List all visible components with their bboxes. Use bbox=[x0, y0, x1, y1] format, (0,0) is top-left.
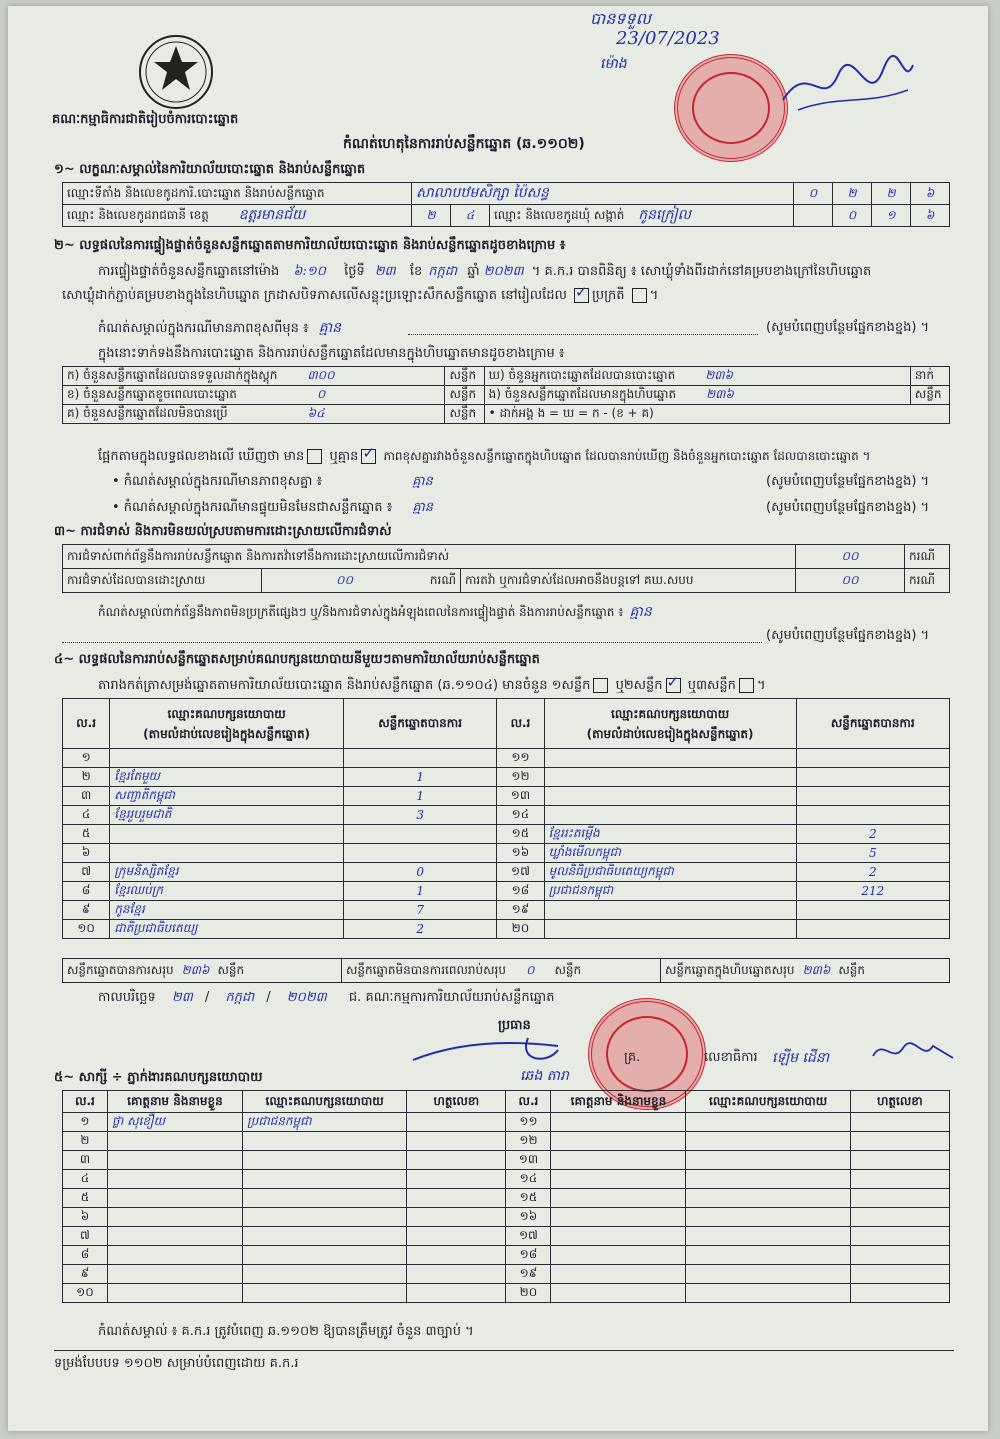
results-row bbox=[63, 768, 950, 787]
note-hint-1: (សូមបំពេញបន្ថែមផ្នែកខាងខ្នង) ។ bbox=[766, 320, 930, 335]
witness-party bbox=[686, 1246, 850, 1265]
result-votes bbox=[343, 844, 496, 863]
secretary-label: លេខាធិការ bbox=[704, 1050, 758, 1065]
secretary-name: ឡើម ដើនា bbox=[772, 1050, 830, 1066]
ballot-count-report-page bbox=[8, 6, 988, 1431]
witness-name bbox=[551, 1265, 686, 1284]
abnormal-checkbox[interactable] bbox=[632, 288, 647, 303]
total-inbox-value: ២៣៦ bbox=[802, 962, 831, 977]
result-no: ១៨ bbox=[497, 882, 544, 901]
witness-party bbox=[243, 1208, 407, 1227]
witness-no: ២០ bbox=[506, 1284, 551, 1303]
chief-name: ឆេង តារា bbox=[520, 1068, 569, 1084]
secretary-prefix: គ្រ. bbox=[624, 1050, 641, 1065]
witness-party bbox=[243, 1170, 407, 1189]
note-value-3: គ្មាន bbox=[412, 500, 433, 515]
chief-signature bbox=[408, 1032, 588, 1068]
commune-name: កូនក្រៀល bbox=[638, 207, 691, 223]
result-party: ក្រុមនិស្សិតខ្មែរ bbox=[110, 863, 344, 882]
result-no: ១២ bbox=[497, 768, 544, 787]
witness-signature bbox=[407, 1246, 506, 1265]
result-party bbox=[544, 901, 796, 920]
form-code: ទម្រង់បែបបទ ១១០២ សម្រាប់បំពេញដោយ គ.ក.រ bbox=[54, 1356, 299, 1371]
witness-name bbox=[107, 1170, 242, 1189]
witness-signature bbox=[407, 1265, 506, 1284]
verification-line-1: ការផ្ទៀងផ្ទាត់ចំនួនសន្លឹកឆ្នោតនៅម៉ោង ៦:១០ ថ្ងៃទី ២៣ ខែ កក្កដា ឆ្នាំ ២០២៣ ។ គ.ក.រ បានពិនិត្យ ៖ សោឃ្លុំទាំងពីរដាក់នៅគម្របខាងក្រៅនៃហិបឆ្នោត bbox=[98, 264, 872, 279]
result-no: ១៤ bbox=[497, 806, 544, 825]
witness-no: ៩ bbox=[63, 1265, 108, 1284]
witness-signature bbox=[850, 1208, 949, 1227]
section2-title: ២~ លទ្ធផលនៃការផ្ទៀងផ្ទាត់ចំនួនសន្លឹកឆ្នោតតាមការិយាល័យបោះឆ្នោត និងរាប់សន្លឹកឆ្នោតដូចខាងក្រោម ៖ bbox=[54, 238, 566, 253]
province-label: ឈ្មោះ និងលេខកូដរាជធានី ខេត្ត bbox=[67, 208, 209, 222]
received-date: 23/07/2023 bbox=[616, 28, 720, 49]
tally-intro: តារាងកត់ត្រាសម្រង់ឆ្នោតតាមការិយាល័យបោះឆ្នោត និងរាប់សន្លឹកឆ្នោត (ឆ.១១០៤) មានចំនួន ១សន្លឹក ឬ២សន្លឹក✓ ឬ៣សន្លឹក ។ bbox=[98, 678, 766, 694]
normal-checkbox[interactable] bbox=[574, 288, 589, 303]
result-no: ៦ bbox=[63, 844, 110, 863]
report-date: កាលបរិច្ឆេទ ២៣ / កក្កដា / ២០២៣ ជ. គណៈកម្មការការិយាល័យរាប់សន្លឹកឆ្នោត bbox=[98, 990, 555, 1005]
count-value-e: ២៣៦ bbox=[706, 387, 734, 401]
note-hint-2: (សូមបំពេញបន្ថែមផ្នែកខាងខ្នង) ។ bbox=[766, 474, 930, 489]
witness-row bbox=[63, 1246, 950, 1265]
witness-name bbox=[551, 1208, 686, 1227]
results-col-no: ល.រ bbox=[63, 699, 110, 749]
result-votes bbox=[796, 901, 949, 920]
witness-no: ១ bbox=[63, 1113, 108, 1132]
result-no: ២ bbox=[63, 768, 110, 787]
witness-name bbox=[107, 1227, 242, 1246]
witness-signature bbox=[850, 1189, 949, 1208]
witness-name bbox=[551, 1151, 686, 1170]
result-no: ៨ bbox=[63, 882, 110, 901]
totals-table: សន្លឹកឆ្នោតបានការសរុប ២៣៦ សន្លឹក សន្លឹកឆ្នោតមិនបានការពេលរាប់សរុប ០ សន្លឹក សន្លឹកឆ្នោតក្នុងហិបឆ្នោតសរុប ២៣៦ សន្លឹក bbox=[62, 958, 950, 983]
witness-party bbox=[243, 1151, 407, 1170]
commune-digit-1: ០ bbox=[833, 205, 872, 227]
objection-dotted bbox=[62, 642, 762, 643]
witness-no: ១៧ bbox=[506, 1227, 551, 1246]
result-no: ៣ bbox=[63, 787, 110, 806]
results-row bbox=[63, 882, 950, 901]
section5-title: ៥~ សាក្សី ÷ ភ្នាក់ងារគណបក្សនយោបាយ bbox=[54, 1070, 263, 1085]
result-party bbox=[544, 749, 796, 768]
note-line-1: កំណត់សម្គាល់ក្នុងករណីមានភាពខុសពីមុន ៖ គ្មាន bbox=[98, 320, 341, 336]
result-votes: 0 bbox=[343, 863, 496, 882]
result-votes: 2 bbox=[343, 920, 496, 939]
witness-signature bbox=[850, 1151, 949, 1170]
province-digit-1: ២ bbox=[412, 205, 451, 227]
note-line-3: • កំណត់សម្គាល់ក្នុងករណីមានផ្ទុយមិនមែនជាសន្លឹកឆ្នោត ៖ គ្មាន bbox=[112, 500, 433, 515]
count-label-a: ក) ចំនួនសន្លឹកឆ្នោតដែលបានទទួលដាក់ក្នុងស្តុក bbox=[67, 368, 278, 382]
result-votes: 1 bbox=[343, 787, 496, 806]
result-party: ខ្មែររួបរួមជាតិ bbox=[110, 806, 344, 825]
witness-signature bbox=[407, 1132, 506, 1151]
received-time: ម៉ោង bbox=[600, 56, 627, 72]
footer-note: កំណត់សម្គាល់ ៖ គ.ក.រ ត្រូវបំពេញ ឆ.១១០២ ឱ្យបានត្រឹមត្រូវ ចំនួន ៣ច្បាប់ ។ bbox=[98, 1324, 474, 1339]
witness-name bbox=[551, 1170, 686, 1189]
result-votes: 7 bbox=[343, 901, 496, 920]
result-no: ២០ bbox=[497, 920, 544, 939]
witness-party: ប្រជាជនកម្ពុជា bbox=[243, 1113, 407, 1132]
result-votes: 2 bbox=[796, 863, 949, 882]
result-no: ១៧ bbox=[497, 863, 544, 882]
commune-digit-3: ៦ bbox=[911, 205, 950, 227]
location-digit-1: ០ bbox=[794, 183, 833, 205]
witness-signature bbox=[850, 1227, 949, 1246]
witness-name bbox=[107, 1284, 242, 1303]
witness-party bbox=[686, 1113, 850, 1132]
witness-party bbox=[686, 1227, 850, 1246]
result-party: កូនខ្មែរ bbox=[110, 901, 344, 920]
witness-name bbox=[107, 1151, 242, 1170]
witness-party bbox=[686, 1170, 850, 1189]
total-invalid-value: ០ bbox=[525, 962, 535, 977]
result-no: ៤ bbox=[63, 806, 110, 825]
witness-party bbox=[686, 1132, 850, 1151]
verification-day: ២៣ bbox=[374, 264, 396, 279]
witness-name bbox=[107, 1265, 242, 1284]
footer-divider bbox=[54, 1350, 954, 1351]
section4-title: ៤~ លទ្ធផលនៃការរាប់សន្លឹកឆ្នោតសម្រាប់គណបក្សនយោបាយនីមួយៗតាមការិយាល័យរាប់សន្លឹកឆ្នោត bbox=[54, 652, 540, 667]
location-digit-4: ៦ bbox=[911, 183, 950, 205]
witness-party bbox=[243, 1132, 407, 1151]
objection-value-3: ០០ bbox=[796, 569, 905, 593]
has-difference-checkbox[interactable] bbox=[307, 449, 322, 464]
witness-row bbox=[63, 1132, 950, 1151]
committee-name: គណៈកម្មាធិការជាតិរៀបចំការបោះឆ្នោត bbox=[52, 112, 239, 127]
province-name: ឧត្តរមានជ័យ bbox=[238, 207, 306, 223]
result-no: ១៥ bbox=[497, 825, 544, 844]
section1-title: ១~ លក្ខណៈសម្គាល់នៃការិយាល័យបោះឆ្នោត និងរាប់សន្លឹកឆ្នោត bbox=[54, 162, 366, 177]
sheet3-checkbox[interactable] bbox=[739, 678, 754, 693]
sheet1-checkbox[interactable] bbox=[593, 678, 608, 693]
count-label-d: ឃ) ចំនួនអ្នកបោះឆ្នោតដែលបានបោះឆ្នោត bbox=[488, 368, 676, 382]
note-value-2: គ្មាន bbox=[412, 474, 433, 489]
witness-no: ១១ bbox=[506, 1113, 551, 1132]
witness-name bbox=[551, 1113, 686, 1132]
witness-signature bbox=[850, 1132, 949, 1151]
witness-no: ៧ bbox=[63, 1227, 108, 1246]
witness-party bbox=[243, 1246, 407, 1265]
result-party bbox=[544, 768, 796, 787]
results-row bbox=[63, 749, 950, 768]
witness-name bbox=[107, 1189, 242, 1208]
page-title: កំណត់ហេតុនៃការរាប់សន្លឹកឆ្នោត (ឆ.១១០២) bbox=[343, 136, 585, 152]
section1-table bbox=[62, 182, 950, 227]
location-digit-3: ២ bbox=[872, 183, 911, 205]
witness-name bbox=[107, 1208, 242, 1227]
result-party bbox=[544, 787, 796, 806]
secretary-signature bbox=[868, 1036, 958, 1066]
objection-label-3: ការតវ៉ា ឬការជំទាស់ដែលអាចនឹងបន្តទៅ គឃ.សបប bbox=[461, 569, 796, 593]
witness-party bbox=[243, 1265, 407, 1284]
count-label-c: គ) ចំនួនសន្លឹកឆ្នោតដែលមិនបានប្រើ bbox=[67, 406, 228, 420]
result-no: ៥ bbox=[63, 825, 110, 844]
objection-label-2: ការជំទាស់ដែលបានដោះស្រាយ bbox=[63, 569, 262, 593]
result-no: ១៦ bbox=[497, 844, 544, 863]
verification-time: ៦:១០ bbox=[293, 264, 326, 279]
witness-row bbox=[63, 1170, 950, 1189]
result-votes: 5 bbox=[796, 844, 949, 863]
witness-no: ១២ bbox=[506, 1132, 551, 1151]
witness-name bbox=[107, 1246, 242, 1265]
objection-hint: (សូមបំពេញបន្ថែមផ្នែកខាងខ្នង) ។ bbox=[766, 628, 930, 643]
note-dotted-1 bbox=[408, 334, 758, 335]
results-row bbox=[63, 844, 950, 863]
witness-party bbox=[243, 1189, 407, 1208]
sheet2-checkbox[interactable] bbox=[666, 678, 681, 693]
result-party: ខ្មែររះតម្កើង bbox=[544, 825, 796, 844]
result-party bbox=[110, 749, 344, 768]
witness-party bbox=[686, 1151, 850, 1170]
received-note: បានទទួល bbox=[590, 9, 651, 28]
result-no: ១៩ bbox=[497, 901, 544, 920]
result-votes: 3 bbox=[343, 806, 496, 825]
nec-emblem-icon bbox=[136, 32, 216, 112]
witness-name bbox=[107, 1132, 242, 1151]
witness-party bbox=[686, 1265, 850, 1284]
results-table: ល.រ ឈ្មោះគណបក្សនយោបាយ (តាមលំដាប់លេខរៀងក្នុងសន្លឹកឆ្នោត) សន្លឹកឆ្នោតបានការ ល.រ ឈ្មោះគណបក្សនយោបាយ (តាមលំដាប់លេខរៀងក្នុងសន្លឹកឆ្នោត) សន្លឹកឆ្នោតបានការ ១ ១១ ២ ខ្មែរតែមួយ 1 ១២ ៣ សញ្ជាតិកម្ពុជា 1 ១៣ ៤ ខ្មែររួបរួមជាតិ 3 ១៤ ៥ ១៥ ខ្មែររះតម្កើង 2 ៦ ១៦ ឃ្លាំងមើលកម្ពុជា 5 ៧ ក្រុមនិស្សិតខ្មែរ 0 ១៧ មូលនិធិប្រជាធិបតេយ្យកម្ពុជា 2 ៨ ខ្មែរឈប់ក្រ 1 ១៨ ប្រជាជនកម្ពុជា 212 ៩ កូនខ្មែរ 7 ១៩ ១០ ជាតិប្រជាធិបតេយ្យ 2 ២០ bbox=[62, 698, 950, 939]
note-value-1: គ្មាន bbox=[318, 320, 341, 336]
signature-top bbox=[778, 50, 918, 120]
witness-signature bbox=[407, 1208, 506, 1227]
objection-value-2: ០០ bbox=[336, 572, 353, 587]
witness-no: ៨ bbox=[63, 1246, 108, 1265]
witness-party bbox=[243, 1227, 407, 1246]
results-col-party: ឈ្មោះគណបក្សនយោបាយ (តាមលំដាប់លេខរៀងក្នុងសន្លឹកឆ្នោត) bbox=[110, 699, 344, 749]
witness-no: ១៩ bbox=[506, 1265, 551, 1284]
witness-name bbox=[551, 1132, 686, 1151]
result-votes: 1 bbox=[343, 768, 496, 787]
result-votes: 1 bbox=[343, 882, 496, 901]
objection-table: ការជំទាស់ពាក់ព័ន្ធនឹងការរាប់សន្លឹកឆ្នោត និងការតវ៉ាទៅនឹងការដោះស្រាយលើការជំទាស់ ០០ ករណី ការជំទាស់ដែលបានដោះស្រាយ ០០ ករណី ការតវ៉ា ឬការជំទាស់ដែលអាចនឹងបន្តទៅ គឃ.សបប ០០ ករណី bbox=[62, 544, 950, 593]
count-value-d: ២៣៦ bbox=[705, 368, 734, 382]
witness-signature bbox=[407, 1151, 506, 1170]
witness-signature bbox=[850, 1265, 949, 1284]
count-value-b: ០ bbox=[316, 387, 326, 401]
result-votes bbox=[796, 768, 949, 787]
witness-party bbox=[686, 1284, 850, 1303]
result-votes bbox=[343, 749, 496, 768]
witness-no: ៤ bbox=[63, 1170, 108, 1189]
witness-row bbox=[63, 1113, 950, 1132]
witness-row bbox=[63, 1189, 950, 1208]
witness-row bbox=[63, 1151, 950, 1170]
chief-title: ប្រធាន bbox=[498, 1018, 531, 1033]
witness-no: ១៣ bbox=[506, 1151, 551, 1170]
result-no: ១០ bbox=[63, 920, 110, 939]
result-party bbox=[544, 806, 796, 825]
result-party: មូលនិធិប្រជាធិបតេយ្យកម្ពុជា bbox=[544, 863, 796, 882]
witness-no: ១៨ bbox=[506, 1246, 551, 1265]
count-label-e: ង) ចំនួនសន្លឹកឆ្នោតដែលមានក្នុងហិបឆ្នោត bbox=[488, 387, 677, 401]
no-difference-checkbox[interactable] bbox=[361, 449, 376, 464]
result-party: ខ្មែរតែមួយ bbox=[110, 768, 344, 787]
witness-no: ១៦ bbox=[506, 1208, 551, 1227]
count-label-b: ខ) ចំនួនសន្លឹកឆ្នោតខូចពេលបោះឆ្នោត bbox=[67, 387, 237, 401]
count-formula: • ដាក់អង្គ ង = ឃ = ក - (ខ + គ) bbox=[484, 405, 949, 424]
result-party bbox=[110, 825, 344, 844]
witness-no: ១៥ bbox=[506, 1189, 551, 1208]
objection-note-value: គ្មាន bbox=[629, 604, 652, 620]
result-votes bbox=[796, 787, 949, 806]
result-no: ១៣ bbox=[497, 787, 544, 806]
location-name: សាលាបឋមសិក្សា ប៉ៃសន្ធ bbox=[412, 183, 794, 205]
count-value-c: ៦៤ bbox=[307, 406, 325, 420]
witness-row bbox=[63, 1208, 950, 1227]
result-votes bbox=[796, 749, 949, 768]
witness-row bbox=[63, 1284, 950, 1303]
total-valid-value: ២៣៦ bbox=[181, 962, 210, 977]
witness-no: ១៤ bbox=[506, 1170, 551, 1189]
witness-signature bbox=[407, 1170, 506, 1189]
result-no: ៧ bbox=[63, 863, 110, 882]
commune-digit-2: ១ bbox=[872, 205, 911, 227]
witness-signature bbox=[850, 1246, 949, 1265]
result-party: ខ្មែរឈប់ក្រ bbox=[110, 882, 344, 901]
results-row bbox=[63, 901, 950, 920]
witness-signature bbox=[850, 1284, 949, 1303]
witness-row bbox=[63, 1227, 950, 1246]
note-line-2: • កំណត់សម្គាល់ក្នុងករណីមានភាពខុសគ្នា ៖ គ្មាន bbox=[112, 474, 433, 489]
result-party: ប្រជាជនកម្ពុជា bbox=[544, 882, 796, 901]
result-votes: 212 bbox=[796, 882, 949, 901]
objection-note: កំណត់សម្គាល់ពាក់ព័ន្ធនឹងភាពមិនប្រក្រតីផ្សេងៗ ឬ/និងការជំទាស់ក្នុងអំឡុងពេលនៃការផ្ទៀងផ្ទាត់ និងការរាប់សន្លឹកឆ្នោត ៖ គ្មាន bbox=[98, 604, 652, 620]
witness-name bbox=[551, 1227, 686, 1246]
result-party: សញ្ជាតិកម្ពុជា bbox=[110, 787, 344, 806]
witness-name bbox=[551, 1284, 686, 1303]
verification-line-2: សោឃ្លុំដាក់ភ្ជាប់គម្របខាងក្នុងនៃហិបឆ្នោត ក្រដាសបិទភាសលើសន្លុះប្រឡោះសឹកសន្លឹកឆ្នោត នៅរៀលដែល ✓ ប្រក្រតី ។ bbox=[62, 288, 658, 304]
province-digit-2: ៤ bbox=[451, 205, 490, 227]
witness-name bbox=[551, 1246, 686, 1265]
witness-signature bbox=[407, 1113, 506, 1132]
witness-signature bbox=[407, 1284, 506, 1303]
result-no: ១១ bbox=[497, 749, 544, 768]
verification-year: ២០២៣ bbox=[483, 264, 524, 279]
witness-name bbox=[551, 1189, 686, 1208]
witness-signature bbox=[407, 1189, 506, 1208]
witness-no: ៦ bbox=[63, 1208, 108, 1227]
results-row bbox=[63, 863, 950, 882]
witness-party bbox=[686, 1208, 850, 1227]
objection-value-1: ០០ bbox=[796, 545, 905, 569]
result-votes: 2 bbox=[796, 825, 949, 844]
witness-no: ២ bbox=[63, 1132, 108, 1151]
note-hint-3: (សូមបំពេញបន្ថែមផ្នែកខាងខ្នង) ។ bbox=[766, 500, 930, 515]
count-table: ក) ចំនួនសន្លឹកឆ្នោតដែលបានទទួលដាក់ក្នុងស្តុក ៣០០ សន្លឹក ឃ) ចំនួនអ្នកបោះឆ្នោតដែលបានបោះឆ្នោត ២៣៦ នាក់ ខ) ចំនួនសន្លឹកឆ្នោតខូចពេលបោះឆ្នោត ០ សន្លឹក ង) ចំនួនសន្លឹកឆ្នោតដែលមានក្នុងហិបឆ្នោត ២៣៦ សន្លឹក គ) ចំនួនសន្លឹកឆ្នោតដែលមិនបានប្រើ ៦៤ សន្លឹក • ដាក់អង្គ ង = ឃ = ក - (ខ + គ) bbox=[62, 366, 950, 424]
witness-no: ៣ bbox=[63, 1151, 108, 1170]
verification-month: កក្កដា bbox=[428, 264, 458, 279]
witness-party bbox=[243, 1284, 407, 1303]
objection-label-1: ការជំទាស់ពាក់ព័ន្ធនឹងការរាប់សន្លឹកឆ្នោត និងការតវ៉ាទៅនឹងការដោះស្រាយលើការជំទាស់ bbox=[63, 545, 796, 569]
result-party bbox=[110, 844, 344, 863]
results-row bbox=[63, 920, 950, 939]
section3-title: ៣~ ការជំទាស់ និងការមិនយល់ស្របតាមការដោះស្រាយលើការជំទាស់ bbox=[54, 524, 392, 539]
result-no: ៩ bbox=[63, 901, 110, 920]
results-col-votes: សន្លឹកឆ្នោតបានការ bbox=[343, 699, 496, 749]
witness-signature bbox=[407, 1227, 506, 1246]
witness-row bbox=[63, 1265, 950, 1284]
witness-name: ថ្លា សុខឿយ bbox=[107, 1113, 242, 1132]
results-row bbox=[63, 806, 950, 825]
location-label: ឈ្មោះទីតាំង និងលេខកូដការិ.បោះឆ្នោត និងរាប់សន្លឹកឆ្នោត bbox=[63, 183, 412, 205]
count-value-a: ៣០០ bbox=[307, 368, 335, 382]
official-seal-top bbox=[674, 54, 788, 162]
witness-signature bbox=[850, 1170, 949, 1189]
result-votes bbox=[343, 825, 496, 844]
witness-party bbox=[686, 1189, 850, 1208]
results-row bbox=[63, 787, 950, 806]
witness-no: ១០ bbox=[63, 1284, 108, 1303]
location-digit-2: ២ bbox=[833, 183, 872, 205]
result-votes bbox=[796, 920, 949, 939]
result-votes bbox=[796, 806, 949, 825]
commune-label: ឈ្មោះ និងលេខកូដឃុំ សង្កាត់ bbox=[494, 208, 625, 222]
result-party: ជាតិប្រជាធិបតេយ្យ bbox=[110, 920, 344, 939]
witness-table: ល.រ គោត្តនាម និងនាមខ្លួន ឈ្មោះគណបក្សនយោបាយ ហត្ថលេខា ល.រ គោត្តនាម និងនាមខ្លួន ឈ្មោះគណបក្សនយោបាយ ហត្ថលេខា ១ ថ្លា សុខឿយ ប្រជាជនកម្ពុជា ១១ ២ ១២ ៣ ១៣ ៤ ១៤ ៥ ១៥ ៦ ១៦ ៧ ១៧ ៨ ១៨ ៩ ១៩ ១០ ២០ bbox=[62, 1090, 950, 1303]
results-row bbox=[63, 825, 950, 844]
result-party: ឃ្លាំងមើលកម្ពុជា bbox=[544, 844, 796, 863]
result-no: ១ bbox=[63, 749, 110, 768]
result-party bbox=[544, 920, 796, 939]
witness-signature bbox=[850, 1113, 949, 1132]
count-intro: ក្នុងនោះទាក់ទងនឹងការបោះឆ្នោត និងការរាប់សន្លឹកឆ្នោតដែលមានក្នុងហិបឆ្នោតមានដូចខាងក្រោម ៖ bbox=[98, 346, 565, 361]
compare-line: ផ្អែកតាមក្នុងលទ្ធផលខាងលើ ឃើញថា មាន ឬគ្មាន✓ ភាពខុសគ្នារវាងចំនួនសន្លឹកឆ្នោតក្នុងហិបឆ្នោត ដែលបានរាប់ឃើញ និងចំនួនអ្នកបោះឆ្នោត ដែលបានបោះឆ្នោត ។ bbox=[98, 448, 870, 465]
witness-no: ៥ bbox=[63, 1189, 108, 1208]
